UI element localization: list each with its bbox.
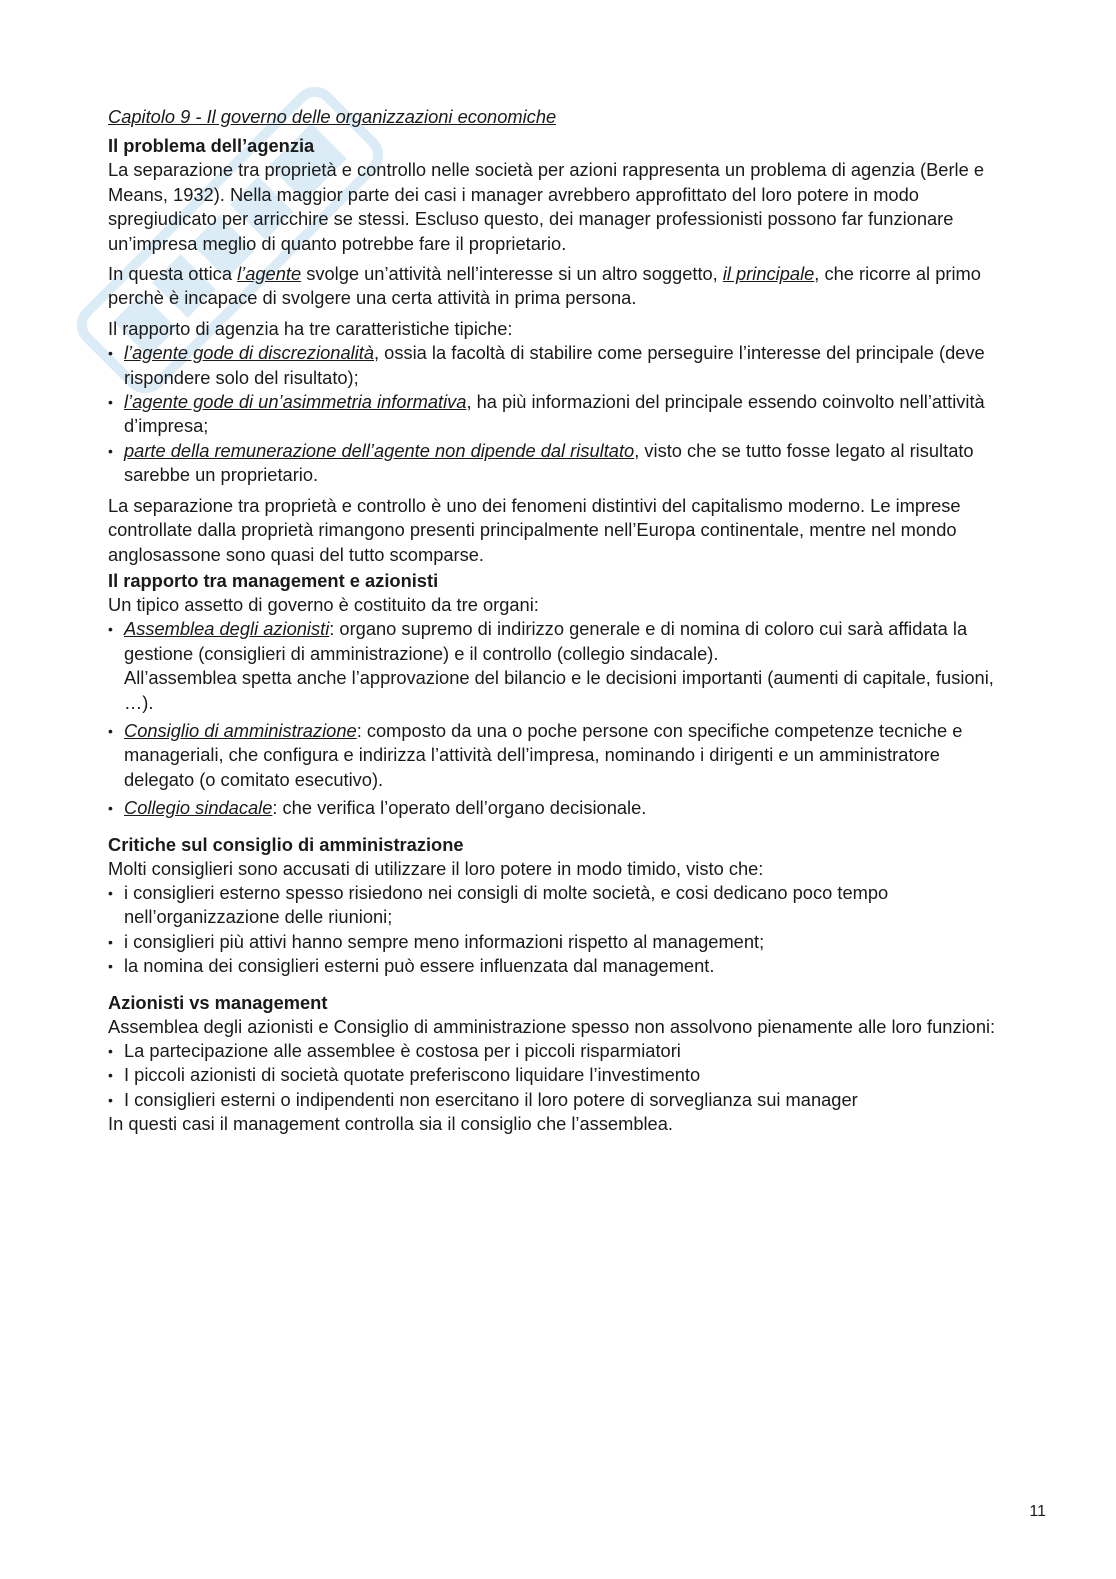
list-item: • Consiglio di amministrazione: composto da una o poche persone con specifiche competenze tecniche e manageriali, che configura e indirizza l’attività dell’impresa, nominando i dirigenti e un amministratore delegato (o comitato esecutivo). xyxy=(108,719,1008,792)
paragraph: Il rapporto di agenzia ha tre caratteristiche tipiche: xyxy=(108,317,513,339)
paragraph: In questi casi il management controlla sia il consiglio che l’assemblea. xyxy=(108,1113,673,1135)
bullet-list xyxy=(108,1039,1008,1112)
section-heading-agenzia: Il problema dell’agenzia xyxy=(108,135,315,157)
section-heading-rapporto: Il rapporto tra management e azionisti xyxy=(108,569,439,591)
list-item: • I consiglieri esterni o indipendenti non esercitano il loro potere di sorveglianza sui manager xyxy=(108,1088,1008,1112)
list-item: • parte della remunerazione dell’agente non dipende dal risultato, visto che se tutto fosse legato al risultato sarebbe un proprietario. xyxy=(108,439,1008,488)
list-item: • i consiglieri esterno spesso risiedono nei consigli di molte società, e cosi dedicano poco tempo nell’organizzazione delle riunioni; xyxy=(108,881,1008,930)
list-item: • la nomina dei consiglieri esterni può essere influenzata dal management. xyxy=(108,954,1008,978)
bullet-list xyxy=(108,341,1008,487)
list-item: • l’agente gode di discrezionalità, ossia la facoltà di stabilire come perseguire l’interesse del principale (deve rispondere solo del risultato); xyxy=(108,341,1008,390)
list-item: • I piccoli azionisti di società quotate preferiscono liquidare l’investimento xyxy=(108,1063,1008,1087)
term-principale: il principale xyxy=(722,263,815,285)
document-page xyxy=(108,105,1008,1143)
paragraph: Molti consiglieri sono accusati di utilizzare il loro potere in modo timido, visto che: xyxy=(108,857,764,879)
paragraph: Assemblea degli azionisti e Consiglio di amministrazione spesso non assolvono pienamente alle loro funzioni: xyxy=(108,1015,996,1037)
paragraph: Un tipico assetto di governo è costituito da tre organi: xyxy=(108,593,539,615)
paragraph: In questa ottica l’agente svolge un’attività nell’interesse si un altro soggetto, il principale, che ricorre al primo perchè è incapace di svolgere una certa attività in prima persona. xyxy=(108,263,981,309)
bullet-list xyxy=(108,617,1008,820)
paragraph: La separazione tra proprietà e controllo nelle società per azioni rappresenta un problema di agenzia (Berle e Means, 1932). Nella maggior parte dei casi i manager avrebbero approfittato del loro potere in modo spregiudicato per arricchire se stessi. Escluso questo, dei manager professionisti possono far funzionare un’impresa meglio di quanto potrebbe fare il proprietario. xyxy=(108,159,985,254)
term-agente: l’agente xyxy=(237,263,302,285)
page-number: 11 xyxy=(1029,1503,1046,1520)
bullet-list xyxy=(108,881,1008,979)
list-item: • l’agente gode di un’asimmetria informativa, ha più informazioni del principale essendo coinvolto nell’attività d’impresa; xyxy=(108,390,1008,439)
section-heading-critiche: Critiche sul consiglio di amministrazione xyxy=(108,833,464,855)
list-item: • i consiglieri più attivi hanno sempre meno informazioni rispetto al management; xyxy=(108,930,1008,954)
list-item: • Collegio sindacale: che verifica l’operato dell’organo decisionale. xyxy=(108,796,1008,820)
list-item: • La partecipazione alle assemblee è costosa per i piccoli risparmiatori xyxy=(108,1039,1008,1063)
list-item: • Assemblea degli azionisti: organo supremo di indirizzo generale e di nomina di coloro cui sarà affidata la gestione (consiglieri di amministrazione) e il controllo (collegio sindacale). All’assemblea spetta anche l’approvazione del bilancio e le decisioni importanti (aumenti di capitale, fusioni, …). xyxy=(108,617,1008,715)
chapter-title: Capitolo 9 - Il governo delle organizzazioni economiche xyxy=(108,106,557,127)
paragraph: La separazione tra proprietà e controllo è uno dei fenomeni distintivi del capitalismo moderno. Le imprese controllate dalla proprietà rimangono presenti principalmente nell’Europa continentale, mentre nel mondo anglosassone sono quasi del tutto scomparse. xyxy=(108,494,961,565)
section-heading-azionisti: Azionisti vs management xyxy=(108,991,328,1013)
